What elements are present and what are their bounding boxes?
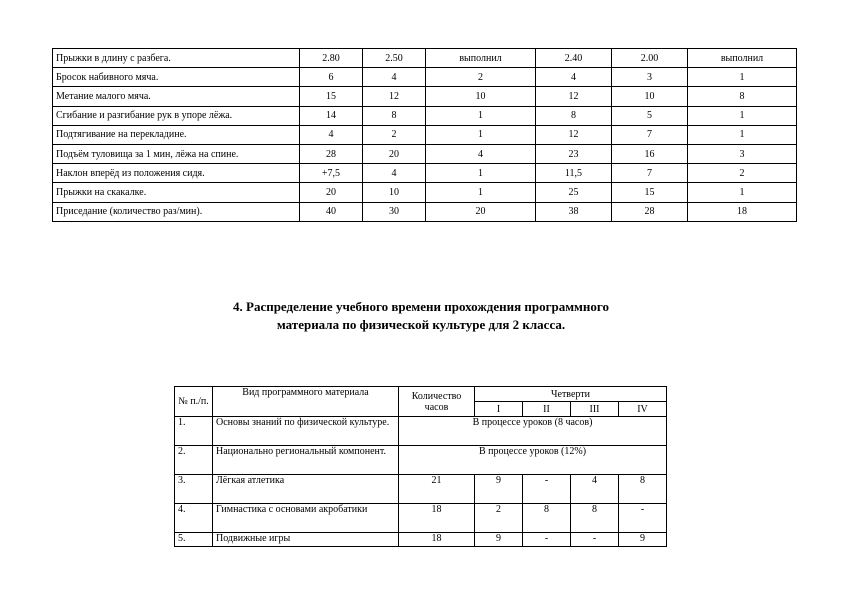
exercise-name-cell: Наклон вперёд из положения сидя. [53,164,300,183]
table-row [53,183,797,202]
table-row [53,164,797,183]
norm-value-cell: 1 [688,68,797,87]
plan-cell-q2: - [523,533,571,547]
plan-header-hours: Количество часов [399,387,475,417]
norm-value-cell: 2.00 [612,49,688,68]
exercise-name-cell: Подъём туловища за 1 мин, лёжа на спине. [53,144,300,163]
plan-cell-q2: - [523,475,571,504]
exercise-name-cell: Метание малого мяча. [53,87,300,106]
plan-cell-merged: В процессе уроков (12%) [399,446,667,475]
exercise-name-cell: Сгибание и разгибание рук в упоре лёжа. [53,106,300,125]
norm-value-cell: +7,5 [300,164,363,183]
norm-value-cell: 7 [612,125,688,144]
norm-value-cell: 10 [612,87,688,106]
plan-header-q2: II [523,402,571,417]
norm-value-cell: 40 [300,202,363,221]
norm-value-cell: 1 [426,183,536,202]
norm-value-cell: 10 [426,87,536,106]
norm-value-cell: 8 [688,87,797,106]
section-title-line1: 4. Распределение учебного времени прохождения программного [233,299,609,314]
section-title-line2: материала по физической культуре для 2 класса. [276,317,566,332]
plan-cell-material: Подвижные игры [213,533,399,547]
norm-value-cell: выполнил [426,49,536,68]
norm-value-cell: 20 [300,183,363,202]
norm-value-cell: 38 [536,202,612,221]
plan-cell-material: Основы знаний по физической культуре. [213,417,399,446]
norm-value-cell: 2 [363,125,426,144]
norm-value-cell: 4 [426,144,536,163]
plan-cell-q4: - [619,504,667,533]
norm-value-cell: 8 [536,106,612,125]
norm-value-cell: 30 [363,202,426,221]
plan-table [174,386,667,547]
plan-cell-q1: 9 [475,533,523,547]
table-row [53,106,797,125]
norm-value-cell: 11,5 [536,164,612,183]
norm-value-cell: 10 [363,183,426,202]
norm-value-cell: 1 [688,183,797,202]
plan-cell-num: 2. [175,446,213,475]
norm-value-cell: 20 [426,202,536,221]
norm-value-cell: 28 [612,202,688,221]
norm-value-cell: 2 [688,164,797,183]
norm-value-cell: 12 [363,87,426,106]
plan-header-q3: III [571,402,619,417]
norm-value-cell: 2 [426,68,536,87]
norm-value-cell: 7 [612,164,688,183]
exercise-name-cell: Приседание (количество раз/мин). [53,202,300,221]
plan-cell-num: 5. [175,533,213,547]
norm-value-cell: 20 [363,144,426,163]
plan-cell-material: Национально региональный компонент. [213,446,399,475]
table-row [53,49,797,68]
table-row [175,417,667,446]
plan-cell-hours: 18 [399,504,475,533]
norm-value-cell: 18 [688,202,797,221]
norms-table-body [53,49,797,222]
plan-cell-q3: 4 [571,475,619,504]
plan-cell-q1: 9 [475,475,523,504]
norm-value-cell: 1 [688,106,797,125]
norms-table [52,48,797,222]
norm-value-cell: 15 [612,183,688,202]
plan-cell-hours: 21 [399,475,475,504]
norm-value-cell: 15 [300,87,363,106]
norm-value-cell: выполнил [688,49,797,68]
norm-value-cell: 14 [300,106,363,125]
table-row [53,87,797,106]
plan-cell-q2: 8 [523,504,571,533]
exercise-name-cell: Подтягивание на перекладине. [53,125,300,144]
norm-value-cell: 12 [536,125,612,144]
norm-value-cell: 23 [536,144,612,163]
norm-value-cell: 25 [536,183,612,202]
norm-value-cell: 1 [426,106,536,125]
table-row [53,125,797,144]
norm-value-cell: 1 [426,164,536,183]
norm-value-cell: 4 [363,164,426,183]
plan-header-quarters: Четверти [475,387,667,402]
table-row [53,68,797,87]
plan-cell-num: 4. [175,504,213,533]
norm-value-cell: 8 [363,106,426,125]
norm-value-cell: 28 [300,144,363,163]
exercise-name-cell: Прыжки в длину с разбега. [53,49,300,68]
plan-header-q4: IV [619,402,667,417]
norm-value-cell: 3 [688,144,797,163]
plan-table-body [175,387,667,547]
plan-cell-num: 1. [175,417,213,446]
table-row [175,504,667,533]
plan-header-num: № п./п. [175,387,213,417]
norm-value-cell: 4 [536,68,612,87]
norm-value-cell: 1 [426,125,536,144]
plan-header-q1: I [475,402,523,417]
norm-value-cell: 4 [363,68,426,87]
plan-cell-merged: В процессе уроков (8 часов) [399,417,667,446]
norm-value-cell: 12 [536,87,612,106]
section-title [0,298,842,334]
norm-value-cell: 2.40 [536,49,612,68]
exercise-name-cell: Бросок набивного мяча. [53,68,300,87]
norm-value-cell: 1 [688,125,797,144]
plan-cell-num: 3. [175,475,213,504]
table-row [53,144,797,163]
norm-value-cell: 2.50 [363,49,426,68]
plan-cell-q3: - [571,533,619,547]
norm-value-cell: 16 [612,144,688,163]
plan-cell-material: Лёгкая атлетика [213,475,399,504]
norm-value-cell: 6 [300,68,363,87]
plan-cell-q1: 2 [475,504,523,533]
plan-header-material: Вид программного материала [213,387,399,417]
table-row [175,475,667,504]
table-row [175,533,667,547]
table-row [53,202,797,221]
norm-value-cell: 2.80 [300,49,363,68]
plan-cell-material: Гимнастика с основами акробатики [213,504,399,533]
table-row [175,446,667,475]
plan-cell-hours: 18 [399,533,475,547]
exercise-name-cell: Прыжки на скакалке. [53,183,300,202]
plan-cell-q4: 8 [619,475,667,504]
norm-value-cell: 5 [612,106,688,125]
norm-value-cell: 4 [300,125,363,144]
plan-cell-q4: 9 [619,533,667,547]
norm-value-cell: 3 [612,68,688,87]
plan-cell-q3: 8 [571,504,619,533]
